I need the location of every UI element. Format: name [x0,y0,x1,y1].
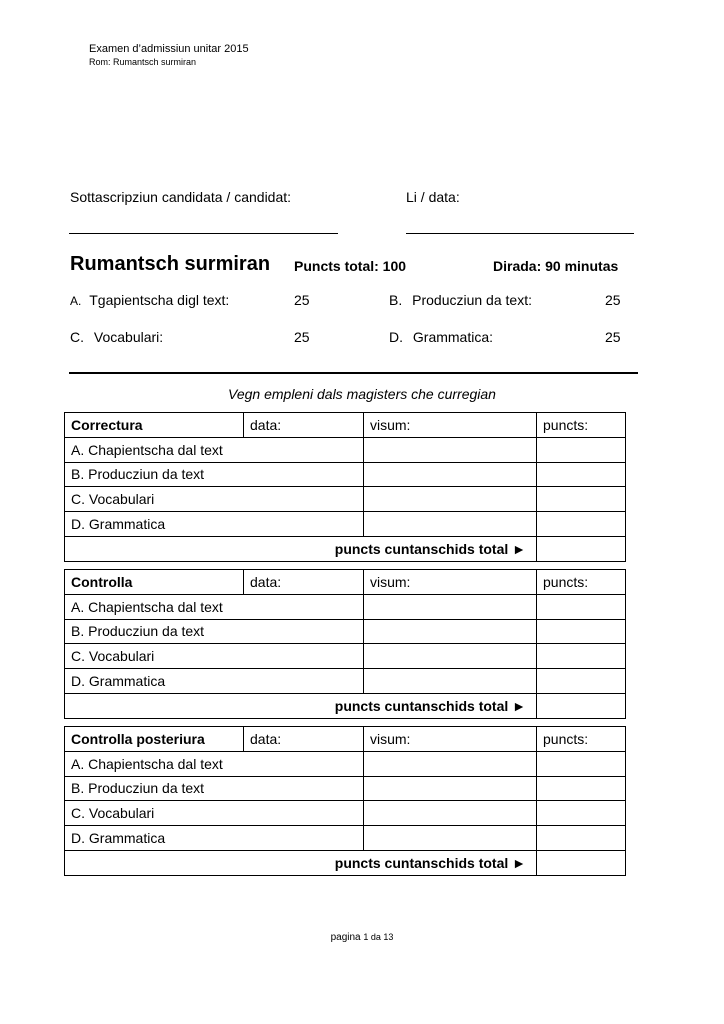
visum-cell[interactable] [364,776,537,801]
table-row [65,512,626,537]
document-header-title: Examen d’admissiun unitar 2015 [89,43,249,55]
grading-table-controlla [64,569,626,719]
points-header: puncts: [537,570,626,595]
part-c-label: Vocabulari: [93,329,164,345]
table-row [65,437,626,462]
visum-cell[interactable] [364,437,537,462]
part-c-points: 25 [294,329,310,345]
total-points-cell[interactable] [537,536,626,561]
points-cell[interactable] [537,826,626,851]
visum-cell[interactable] [364,594,537,619]
points-cell[interactable] [537,776,626,801]
part-d-letter: D. [389,329,403,345]
visum-cell[interactable] [364,801,537,826]
visum-header: visum: [364,727,537,752]
part-a-points: 25 [294,292,310,308]
row-label: D. Grammatica [65,512,364,537]
visum-cell[interactable] [364,644,537,669]
points-cell[interactable] [537,644,626,669]
row-label: B. Producziun da text [65,462,364,487]
visum-cell[interactable] [364,462,537,487]
visum-header: visum: [364,413,537,438]
part-a [70,292,229,308]
date-header: data: [244,413,364,438]
points-cell[interactable] [537,619,626,644]
points-cell[interactable] [537,594,626,619]
row-label: B. Producziun da text [65,619,364,644]
table-header-row [65,570,626,595]
table-row [65,462,626,487]
part-b-letter: B. [389,292,403,308]
page-footer [0,932,724,943]
table-row [65,826,626,851]
document-header-subtitle: Rom: Rumantsch surmiran [89,57,197,67]
visum-cell[interactable] [364,619,537,644]
row-label: D. Grammatica [65,669,364,694]
row-label: B. Producziun da text [65,776,364,801]
candidate-signature-label: Sottascripziun candidata / candidat: [70,189,292,205]
row-label: C. Vocabulari [65,801,364,826]
table-row [65,594,626,619]
points-cell[interactable] [537,751,626,776]
part-d-label: Grammatica: [412,329,494,345]
page-number: 1 da 13 [363,932,394,942]
grading-table-correctura [64,412,626,562]
table-row [65,801,626,826]
points-total: Puncts total: 100 [294,258,407,274]
row-label: A. Chapientscha dal text [65,594,364,619]
row-label: A. Chapientscha dal text [65,751,364,776]
table-row [65,619,626,644]
part-d-points: 25 [605,329,621,345]
table-row [65,644,626,669]
total-points-cell[interactable] [537,850,626,875]
part-b [389,292,532,308]
part-d [389,329,493,345]
visum-header: visum: [364,570,537,595]
row-label: D. Grammatica [65,826,364,851]
points-cell[interactable] [537,437,626,462]
points-cell[interactable] [537,487,626,512]
total-label: puncts cuntanschids total ► [65,693,537,718]
points-cell[interactable] [537,801,626,826]
table-row [65,751,626,776]
date-header: data: [244,727,364,752]
place-date-line[interactable] [406,233,634,234]
table-title: Correctura [65,413,244,438]
total-points-cell[interactable] [537,693,626,718]
table-total-row [65,693,626,718]
table-row [65,669,626,694]
total-label: puncts cuntanschids total ► [65,536,537,561]
place-date-label: Li / data: [406,189,460,205]
points-cell[interactable] [537,462,626,487]
part-c-letter: C. [70,329,84,345]
points-header: puncts: [537,413,626,438]
row-label: C. Vocabulari [65,644,364,669]
points-cell[interactable] [537,669,626,694]
date-header: data: [244,570,364,595]
row-label: C. Vocabulari [65,487,364,512]
visum-cell[interactable] [364,751,537,776]
part-b-label: Producziun da text: [412,292,532,308]
section-divider [69,372,638,374]
table-row [65,776,626,801]
table-title: Controlla [65,570,244,595]
part-b-points: 25 [605,292,621,308]
table-total-row [65,536,626,561]
candidate-signature-line[interactable] [69,233,338,234]
visum-cell[interactable] [364,826,537,851]
part-c [70,329,163,345]
exam-duration: Dirada: 90 minutas [493,258,619,274]
exam-title: Rumantsch surmiran [70,253,271,275]
teacher-instruction: Vegn empleni dals magisters che curregian [228,386,496,402]
part-a-letter: A. [70,294,82,308]
grading-table-controlla-posteriura [64,726,626,876]
table-header-row [65,413,626,438]
table-header-row [65,727,626,752]
row-label: A. Chapientscha dal text [65,437,364,462]
total-label: puncts cuntanschids total ► [65,850,537,875]
visum-cell[interactable] [364,669,537,694]
points-cell[interactable] [537,512,626,537]
points-header: puncts: [537,727,626,752]
page-word: pagina [330,932,361,943]
table-row [65,487,626,512]
table-total-row [65,850,626,875]
table-title: Controlla posteriura [65,727,244,752]
part-a-label: Tgapientscha digl text: [89,292,230,308]
visum-cell[interactable] [364,512,537,537]
visum-cell[interactable] [364,487,537,512]
